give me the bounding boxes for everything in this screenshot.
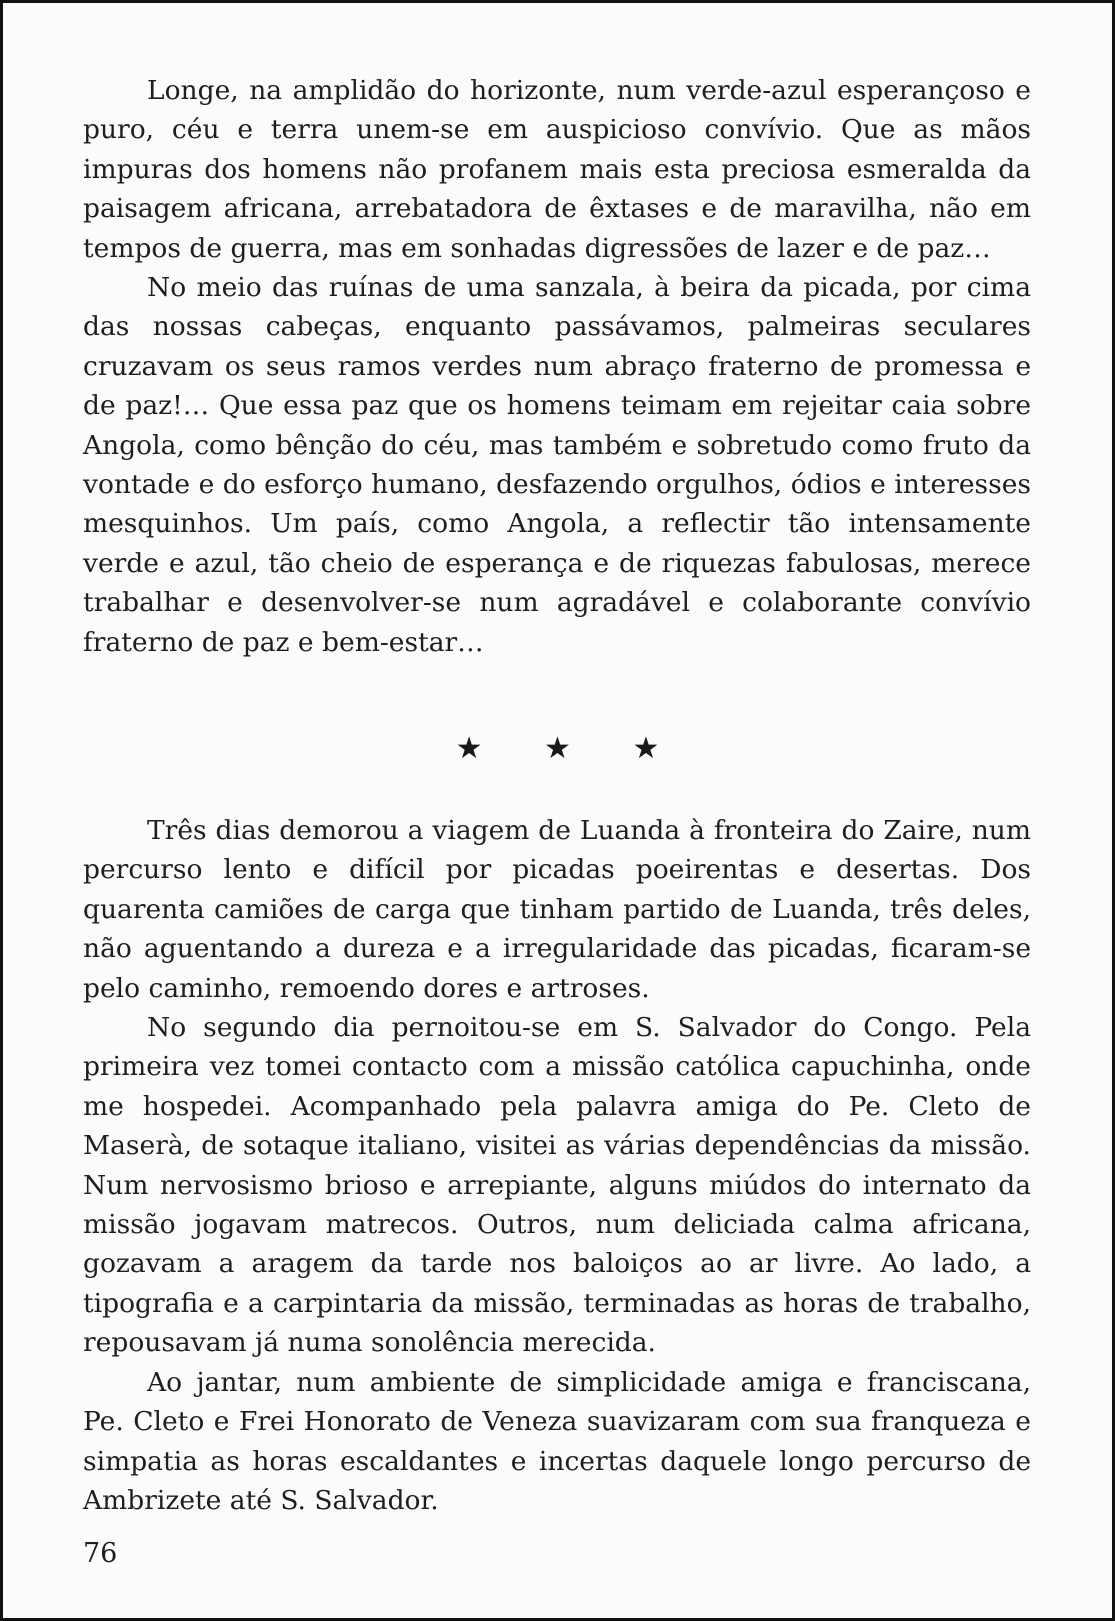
paragraph: No meio das ruínas de uma sanzala, à beira da picada, por cima das nossas cabeças, enquanto passávamos, palmeiras seculares cruzavam os seus ramos verdes num abraço fraterno de promessa e de paz!… Que essa paz que os homens teimam em rejeitar caia sobre Angola, como bênção do céu, mas também e sobretudo como fruto da vontade e do esforço humano, desfazendo orgulhos, ódios e interesses mesquinhos. Um país, como Angola, a reflectir tão intensamente verde e azul, tão cheio de esperança e de riquezas fabulosas, merece trabalhar e desenvolver-se num agradável e colaborante convívio fraterno de paz e bem-estar… <box>83 272 1031 658</box>
paragraph: No segundo dia pernoitou-se em S. Salvador do Congo. Pela primeira vez tomei contacto com a missão católica capuchinha, onde me hospedei. Acompanhado pela palavra amiga do Pe. Cleto de Maserà, de sotaque italiano, visitei as várias dependências da missão. Num nervosismo brioso e arrepiante, alguns miúdos do internato da missão jogavam matrecos. Outros, num deliciada calma africana, gozavam a aragem da tarde nos baloiços ao ar livre. Ao lado, a tipografia e a carpintaria da missão, terminadas as horas de trabalho, repousavam já numa sonolência merecida. <box>83 1012 1031 1359</box>
text-block-before-break <box>83 71 1031 662</box>
paragraph: Três dias demorou a viagem de Luanda à fronteira do Zaire, num percurso lento e difícil por picadas poeirentas e desertas. Dos quarenta camiões de carga que tinham partido de Luanda, três deles, não aguentando a dureza e a irregularidade das picadas, ficaram-se pelo caminho, remoendo dores e artroses. <box>83 815 1031 1004</box>
paragraph: Ao jantar, num ambiente de simplicidade amiga e franciscana, Pe. Cleto e Frei Honorato de Veneza suavizaram com sua franqueza e simpatia as horas escaldantes e incertas daquele longo percurso de Ambrizete até S. Salvador. <box>83 1366 1031 1516</box>
text-block-after-break <box>83 811 1031 1520</box>
page-number: 76 <box>83 1538 118 1569</box>
section-break-stars: ★ ★ ★ <box>455 731 686 766</box>
paragraph: Longe, na amplidão do horizonte, num verde-azul esperançoso e puro, céu e terra unem-se em auspicioso convívio. Que as mãos impuras dos homens não profanem mais esta preciosa esmeralda da paisagem africana, arrebatadora de êxtases e de maravilha, não em tempos de guerra, mas em sonhadas digressões de lazer e de paz… <box>83 75 1031 264</box>
